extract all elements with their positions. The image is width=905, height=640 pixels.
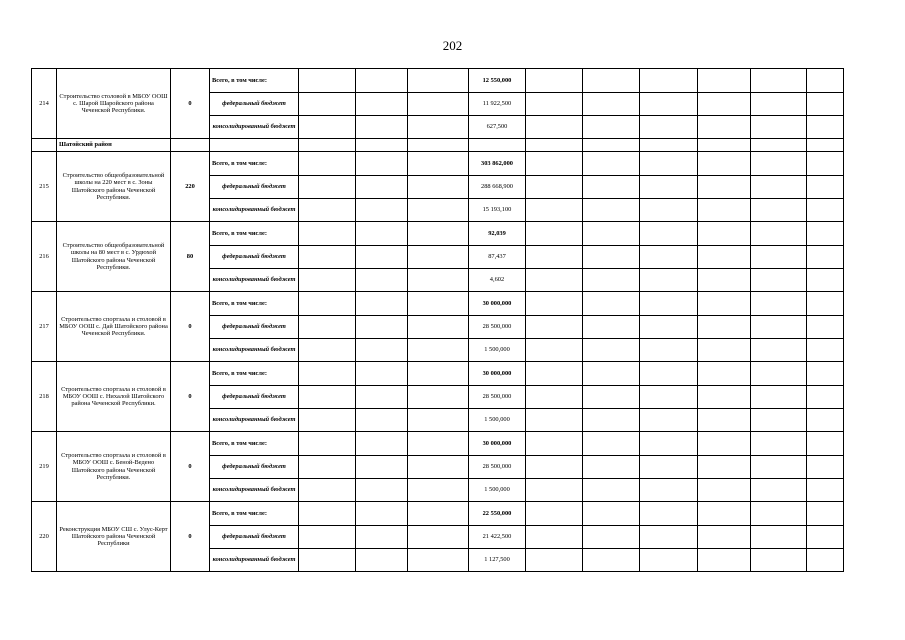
empty-cell — [807, 549, 844, 572]
funding-type-total: Всего, в том числе: — [210, 69, 299, 93]
table-row — [32, 362, 844, 386]
empty-cell — [698, 152, 751, 176]
empty-cell — [807, 386, 844, 409]
empty-cell — [526, 549, 583, 572]
funding-type-total: Всего, в том числе: — [210, 222, 299, 246]
empty-cell — [526, 339, 583, 362]
funding-type-total: Всего, в том числе: — [210, 432, 299, 456]
empty-cell — [408, 222, 469, 246]
empty-cell — [751, 139, 807, 152]
amount-total: 303 862,000 — [469, 152, 526, 176]
empty-cell — [526, 316, 583, 339]
amount-federal: 28 500,000 — [469, 386, 526, 409]
empty-cell — [356, 316, 408, 339]
empty-cell — [751, 409, 807, 432]
empty-cell — [807, 456, 844, 479]
empty-cell — [583, 409, 640, 432]
empty-cell — [408, 269, 469, 292]
capacity-value: 0 — [171, 502, 210, 572]
amount-total: 22 550,000 — [469, 502, 526, 526]
empty-cell — [640, 526, 698, 549]
empty-cell — [698, 316, 751, 339]
empty-cell — [640, 386, 698, 409]
empty-cell — [807, 222, 844, 246]
empty-cell — [356, 526, 408, 549]
empty-cell — [751, 176, 807, 199]
row-number: 220 — [32, 502, 57, 572]
object-name: Строительство столовой в МБОУ ООШ с. Шарой Шаройского района Чеченской Республики. — [57, 69, 171, 139]
empty-cell — [526, 246, 583, 269]
empty-cell — [299, 432, 356, 456]
empty-cell — [583, 502, 640, 526]
empty-cell — [751, 292, 807, 316]
empty-cell — [751, 526, 807, 549]
empty-cell — [583, 362, 640, 386]
empty-cell — [408, 246, 469, 269]
empty-cell — [526, 152, 583, 176]
empty-cell — [583, 246, 640, 269]
amount-total: 30 000,000 — [469, 362, 526, 386]
empty-cell — [356, 549, 408, 572]
empty-cell — [751, 269, 807, 292]
empty-cell — [299, 222, 356, 246]
table-row — [32, 69, 844, 93]
amount-consolidated: 627,500 — [469, 116, 526, 139]
empty-cell — [640, 222, 698, 246]
empty-cell — [698, 502, 751, 526]
empty-cell — [299, 362, 356, 386]
empty-cell — [356, 432, 408, 456]
empty-cell — [751, 432, 807, 456]
empty-cell — [807, 339, 844, 362]
empty-cell — [698, 176, 751, 199]
empty-cell — [356, 139, 408, 152]
empty-cell — [751, 316, 807, 339]
empty-cell — [583, 222, 640, 246]
funding-type-consolidated: консолидированный бюджет — [210, 116, 299, 139]
empty-cell — [698, 362, 751, 386]
amount-consolidated: 15 193,100 — [469, 199, 526, 222]
capacity-value: 0 — [171, 292, 210, 362]
empty-cell — [640, 269, 698, 292]
empty-cell — [751, 386, 807, 409]
empty-cell — [751, 549, 807, 572]
amount-consolidated: 1 500,000 — [469, 339, 526, 362]
capacity-value: 0 — [171, 69, 210, 139]
empty-cell — [583, 479, 640, 502]
object-name: Реконструкция МБОУ СШ с. Улус-Керт Шатойского района Чеченской Республики — [57, 502, 171, 572]
empty-cell — [698, 479, 751, 502]
empty-cell — [408, 93, 469, 116]
empty-cell — [299, 502, 356, 526]
funding-type-consolidated: консолидированный бюджет — [210, 479, 299, 502]
empty-cell — [698, 116, 751, 139]
empty-cell — [526, 93, 583, 116]
amount-federal: 11 922,500 — [469, 93, 526, 116]
empty-cell — [698, 139, 751, 152]
empty-cell — [751, 93, 807, 116]
empty-cell — [751, 456, 807, 479]
empty-cell — [698, 69, 751, 93]
district-row — [32, 139, 844, 152]
funding-type-total: Всего, в том числе: — [210, 152, 299, 176]
empty-cell — [299, 176, 356, 199]
empty-cell — [751, 199, 807, 222]
empty-cell — [171, 139, 210, 152]
funding-type-federal: федеральный бюджет — [210, 386, 299, 409]
empty-cell — [469, 139, 526, 152]
empty-cell — [299, 93, 356, 116]
empty-cell — [583, 339, 640, 362]
empty-cell — [408, 502, 469, 526]
empty-cell — [640, 69, 698, 93]
empty-cell — [583, 269, 640, 292]
empty-cell — [751, 152, 807, 176]
budget-table — [31, 68, 844, 572]
amount-federal: 28 500,000 — [469, 456, 526, 479]
empty-cell — [526, 526, 583, 549]
funding-type-federal: федеральный бюджет — [210, 526, 299, 549]
empty-cell — [640, 479, 698, 502]
empty-cell — [299, 456, 356, 479]
funding-type-total: Всего, в том числе: — [210, 292, 299, 316]
empty-cell — [408, 176, 469, 199]
empty-cell — [807, 292, 844, 316]
table-row — [32, 502, 844, 526]
empty-cell — [526, 222, 583, 246]
empty-cell — [583, 139, 640, 152]
empty-cell — [640, 139, 698, 152]
empty-cell — [356, 386, 408, 409]
empty-cell — [807, 152, 844, 176]
empty-cell — [408, 432, 469, 456]
object-name: Строительство спортзала и столовой в МБОУ ООШ с. Нихалой Шатойского района Чеченской Республики. — [57, 362, 171, 432]
empty-cell — [583, 176, 640, 199]
row-number: 217 — [32, 292, 57, 362]
capacity-value: 220 — [171, 152, 210, 222]
empty-cell — [640, 199, 698, 222]
empty-cell — [408, 456, 469, 479]
empty-cell — [640, 116, 698, 139]
amount-federal: 21 422,500 — [469, 526, 526, 549]
empty-cell — [356, 93, 408, 116]
empty-cell — [408, 152, 469, 176]
empty-cell — [299, 199, 356, 222]
amount-consolidated: 1 127,500 — [469, 549, 526, 572]
funding-type-total: Всего, в том числе: — [210, 362, 299, 386]
empty-cell — [356, 116, 408, 139]
empty-cell — [526, 502, 583, 526]
empty-cell — [299, 549, 356, 572]
table-body — [32, 69, 844, 572]
empty-cell — [408, 139, 469, 152]
empty-cell — [299, 339, 356, 362]
table-row — [32, 292, 844, 316]
page-number: 202 — [442, 38, 463, 53]
funding-type-consolidated: консолидированный бюджет — [210, 339, 299, 362]
empty-cell — [299, 152, 356, 176]
amount-total: 30 000,000 — [469, 432, 526, 456]
empty-cell — [526, 409, 583, 432]
empty-cell — [583, 152, 640, 176]
empty-cell — [807, 362, 844, 386]
empty-cell — [356, 246, 408, 269]
empty-cell — [807, 432, 844, 456]
empty-cell — [299, 269, 356, 292]
empty-cell — [640, 152, 698, 176]
empty-cell — [299, 409, 356, 432]
empty-cell — [299, 526, 356, 549]
empty-cell — [751, 479, 807, 502]
empty-cell — [408, 199, 469, 222]
empty-cell — [807, 69, 844, 93]
empty-cell — [526, 176, 583, 199]
funding-type-total: Всего, в том числе: — [210, 502, 299, 526]
empty-cell — [526, 199, 583, 222]
empty-cell — [807, 139, 844, 152]
amount-consolidated: 4,602 — [469, 269, 526, 292]
empty-cell — [640, 292, 698, 316]
funding-type-federal: федеральный бюджет — [210, 93, 299, 116]
capacity-value: 0 — [171, 432, 210, 502]
table-row — [32, 222, 844, 246]
empty-cell — [408, 479, 469, 502]
empty-cell — [583, 116, 640, 139]
empty-cell — [640, 502, 698, 526]
empty-cell — [356, 409, 408, 432]
empty-cell — [807, 176, 844, 199]
empty-cell — [408, 362, 469, 386]
empty-cell — [356, 362, 408, 386]
empty-cell — [583, 199, 640, 222]
funding-type-federal: федеральный бюджет — [210, 456, 299, 479]
empty-cell — [583, 456, 640, 479]
funding-type-federal: федеральный бюджет — [210, 176, 299, 199]
empty-cell — [32, 139, 57, 152]
capacity-value: 0 — [171, 362, 210, 432]
empty-cell — [526, 479, 583, 502]
empty-cell — [807, 93, 844, 116]
funding-type-federal: федеральный бюджет — [210, 316, 299, 339]
empty-cell — [807, 246, 844, 269]
funding-type-consolidated: консолидированный бюджет — [210, 409, 299, 432]
empty-cell — [583, 93, 640, 116]
empty-cell — [526, 362, 583, 386]
empty-cell — [299, 316, 356, 339]
empty-cell — [408, 292, 469, 316]
empty-cell — [698, 222, 751, 246]
empty-cell — [807, 479, 844, 502]
empty-cell — [526, 292, 583, 316]
empty-cell — [408, 69, 469, 93]
empty-cell — [356, 502, 408, 526]
empty-cell — [751, 222, 807, 246]
empty-cell — [751, 246, 807, 269]
empty-cell — [807, 409, 844, 432]
empty-cell — [356, 222, 408, 246]
district-name: Шатойский район — [57, 139, 171, 152]
empty-cell — [640, 432, 698, 456]
object-name: Строительство общеобразовательной школы на 220 мест в с. Зоны Шатойского района Чеченской Республики. — [57, 152, 171, 222]
amount-total: 30 000,000 — [469, 292, 526, 316]
empty-cell — [807, 502, 844, 526]
empty-cell — [356, 479, 408, 502]
empty-cell — [299, 116, 356, 139]
empty-cell — [698, 456, 751, 479]
empty-cell — [751, 116, 807, 139]
empty-cell — [751, 69, 807, 93]
table-row — [32, 432, 844, 456]
amount-federal: 288 668,900 — [469, 176, 526, 199]
empty-cell — [698, 432, 751, 456]
empty-cell — [356, 292, 408, 316]
row-number: 215 — [32, 152, 57, 222]
empty-cell — [356, 176, 408, 199]
empty-cell — [299, 386, 356, 409]
empty-cell — [640, 362, 698, 386]
empty-cell — [640, 316, 698, 339]
empty-cell — [698, 526, 751, 549]
empty-cell — [356, 456, 408, 479]
empty-cell — [640, 176, 698, 199]
empty-cell — [356, 339, 408, 362]
empty-cell — [583, 69, 640, 93]
empty-cell — [807, 269, 844, 292]
table-row — [32, 152, 844, 176]
empty-cell — [526, 139, 583, 152]
empty-cell — [408, 549, 469, 572]
empty-cell — [408, 526, 469, 549]
empty-cell — [299, 69, 356, 93]
row-number: 219 — [32, 432, 57, 502]
empty-cell — [356, 269, 408, 292]
empty-cell — [807, 316, 844, 339]
row-number: 214 — [32, 69, 57, 139]
row-number: 216 — [32, 222, 57, 292]
capacity-value: 80 — [171, 222, 210, 292]
empty-cell — [640, 339, 698, 362]
empty-cell — [299, 292, 356, 316]
empty-cell — [698, 199, 751, 222]
empty-cell — [526, 386, 583, 409]
empty-cell — [526, 116, 583, 139]
object-name: Строительство спортзала и столовой в МБОУ ООШ с. Дай Шатойского района Чеченской Республики. — [57, 292, 171, 362]
empty-cell — [807, 199, 844, 222]
empty-cell — [356, 69, 408, 93]
empty-cell — [408, 339, 469, 362]
empty-cell — [583, 549, 640, 572]
empty-cell — [807, 116, 844, 139]
funding-type-federal: федеральный бюджет — [210, 246, 299, 269]
empty-cell — [583, 386, 640, 409]
empty-cell — [698, 269, 751, 292]
amount-consolidated: 1 500,000 — [469, 409, 526, 432]
empty-cell — [408, 316, 469, 339]
object-name: Строительство спортзала и столовой в МБОУ ООШ с. Беной-Ведено Шатойского района Чеченской Республики. — [57, 432, 171, 502]
empty-cell — [698, 409, 751, 432]
empty-cell — [583, 526, 640, 549]
empty-cell — [640, 246, 698, 269]
amount-total: 12 550,000 — [469, 69, 526, 93]
row-number: 218 — [32, 362, 57, 432]
empty-cell — [526, 432, 583, 456]
empty-cell — [526, 269, 583, 292]
empty-cell — [751, 502, 807, 526]
empty-cell — [807, 526, 844, 549]
empty-cell — [751, 339, 807, 362]
empty-cell — [583, 432, 640, 456]
amount-consolidated: 1 500,000 — [469, 479, 526, 502]
amount-total: 92,039 — [469, 222, 526, 246]
empty-cell — [640, 456, 698, 479]
empty-cell — [698, 339, 751, 362]
empty-cell — [698, 93, 751, 116]
funding-type-consolidated: консолидированный бюджет — [210, 269, 299, 292]
empty-cell — [640, 549, 698, 572]
funding-type-consolidated: консолидированный бюджет — [210, 549, 299, 572]
empty-cell — [299, 139, 356, 152]
empty-cell — [698, 292, 751, 316]
funding-type-consolidated: консолидированный бюджет — [210, 199, 299, 222]
empty-cell — [356, 199, 408, 222]
empty-cell — [408, 116, 469, 139]
empty-cell — [583, 316, 640, 339]
empty-cell — [356, 152, 408, 176]
amount-federal: 28 500,000 — [469, 316, 526, 339]
empty-cell — [698, 246, 751, 269]
empty-cell — [698, 386, 751, 409]
empty-cell — [526, 69, 583, 93]
empty-cell — [526, 456, 583, 479]
empty-cell — [640, 409, 698, 432]
empty-cell — [408, 409, 469, 432]
empty-cell — [210, 139, 299, 152]
amount-federal: 87,437 — [469, 246, 526, 269]
empty-cell — [583, 292, 640, 316]
empty-cell — [698, 549, 751, 572]
empty-cell — [299, 246, 356, 269]
empty-cell — [640, 93, 698, 116]
object-name: Строительство общеобразовательной школы на 80 мест в с. Урдюхой Шатойского района Чеченской Республики. — [57, 222, 171, 292]
empty-cell — [408, 386, 469, 409]
empty-cell — [299, 479, 356, 502]
empty-cell — [751, 362, 807, 386]
